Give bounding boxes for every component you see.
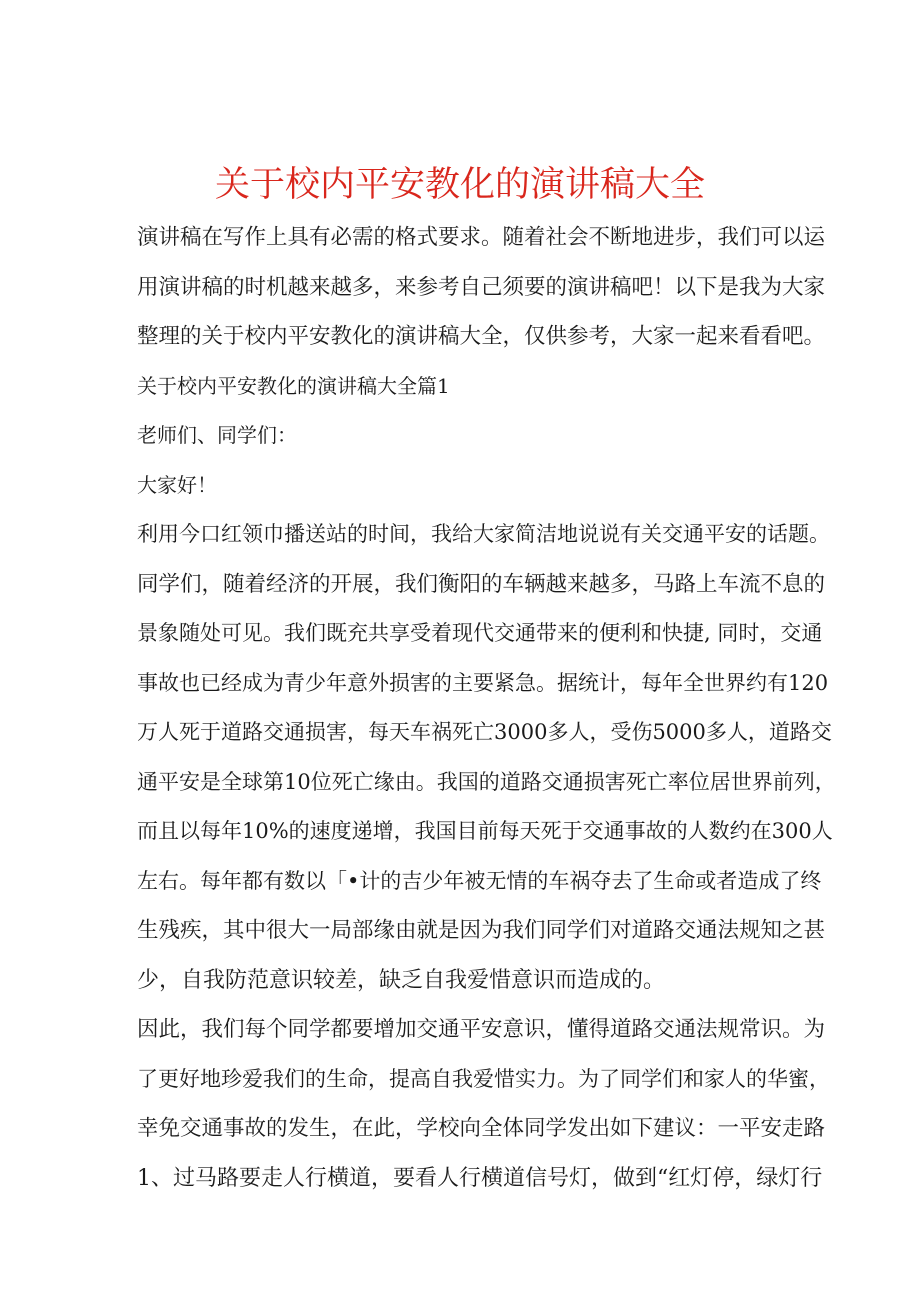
body-line: 万人死于道路交通损害，每天车祸死亡3000多人，受伤5000多人，道路交 (137, 720, 832, 744)
body-line: 幸免交通事故的发生，在此，学校向全体同学发出如下建议：一平安走路 (137, 1116, 826, 1141)
body-line: 事故也已经成为青少年意外损害的主要紧急。据统计，每年全世界约有120 (137, 670, 829, 695)
body-line: 1、过马路要走人行横道，要看人行横道信号灯，做到“红灯停，绿灯行 (137, 1165, 823, 1191)
document-title: 关于校内平安教化的演讲稿大全 (214, 165, 705, 206)
body-line: 利用今口红领巾播送站的时间，我给大家简洁地说说有关交通平安的话题。 (137, 522, 830, 546)
body-line: 因此，我们每个同学都要增加交通平安意识，懂得道路交通法规常识。为 (137, 1017, 826, 1042)
body-line: 整理的关于校内平安教化的演讲稿大全，仅供参考，大家一起来看看吧。 (137, 324, 826, 349)
body-line: 演讲稿在写作上具有必需的格式要求。随着社会不断地进步，我们可以运 (137, 225, 826, 250)
body-line: 少，自我防范意识较差，缺乏自我爱惜意识而造成的。 (137, 967, 666, 993)
body-line: 通平安是全球第10位死亡缘由。我国的道路交通损害死亡率位居世界前列， (137, 769, 836, 794)
body-line: 用演讲稿的时机越来越多，来参考自己须要的演讲稿吧！以下是我为大家 (137, 274, 826, 300)
body-line: 左右。每年都有数以「•计的吉少年被无情的车祸夺去了生命或者造成了终 (137, 868, 822, 893)
body-line: 景象随处可见。我们既充共享受着现代交通带来的便利和快捷, 同时，交通 (137, 621, 823, 645)
body-line: 了更好地珍爱我们的生命，提高自我爱惜实力。为了同学们和家人的华蜜， (137, 1066, 830, 1091)
salutation: 老师们、同学们： (137, 423, 297, 447)
body-line: 生残疾，其中很大一局部缘由就是因为我们同学们对道路交通法规知之甚 (137, 918, 826, 943)
section-heading: 关于校内平安教化的演讲稿大全篇1 (137, 373, 450, 398)
body-line: 而且以每年10%的速度递增，我国目前每天死于交通事故的人数约在300人 (137, 819, 833, 843)
greeting: 大家好！ (137, 472, 217, 497)
body-line: 同学们，随着经济的开展，我们衡阳的车辆越来越多，马路上车流不息的 (137, 571, 826, 597)
document-body (137, 213, 836, 1203)
